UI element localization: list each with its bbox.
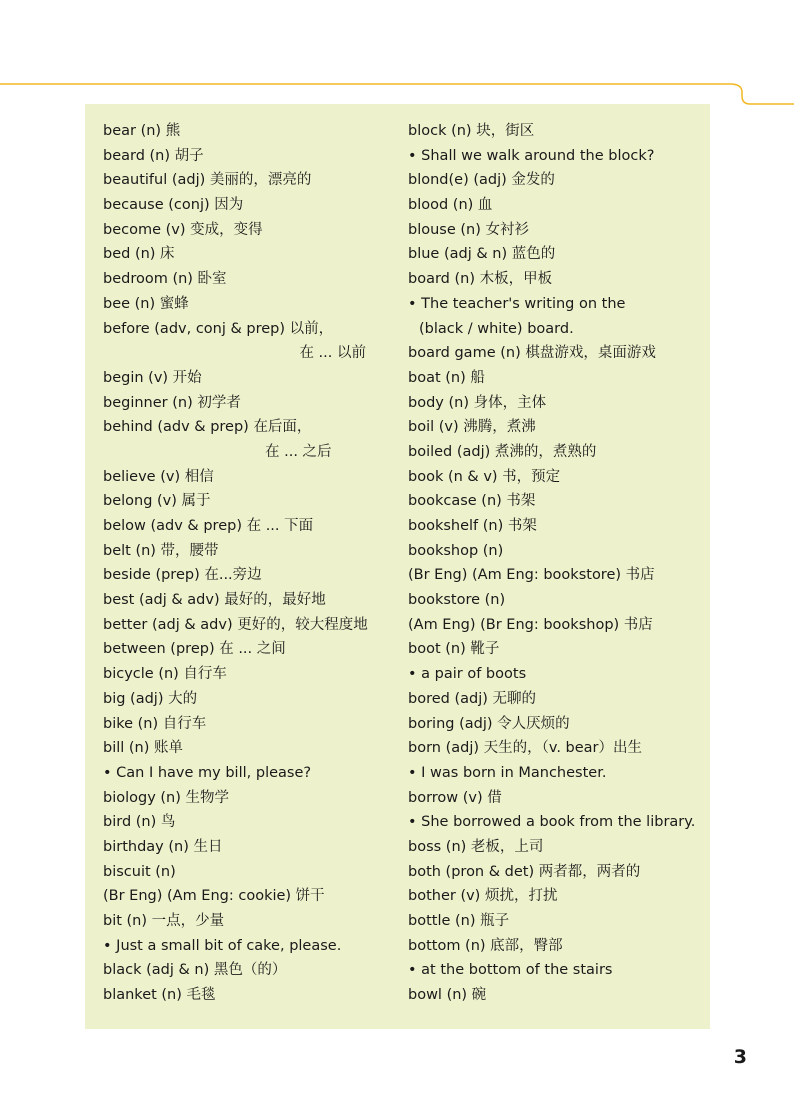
header-rule-decoration [0, 0, 794, 110]
vocabulary-entry: bed (n) 床 [103, 246, 175, 263]
example-sentence: • Just a small bit of cake, please. [103, 937, 342, 954]
vocabulary-entry: beard (n) 胡子 [103, 147, 204, 164]
vocabulary-entry: belong (v) 属于 [103, 493, 211, 510]
vocabulary-entry: bill (n) 账单 [103, 740, 184, 757]
vocabulary-entry: 在 ... 之后 [265, 443, 332, 460]
vocabulary-entry: blood (n) 血 [408, 197, 493, 214]
example-sentence: • I was born in Manchester. [408, 764, 607, 781]
vocabulary-entry: beautiful (adj) 美丽的，漂亮的 [103, 172, 312, 189]
vocabulary-entry: between (prep) 在 ... 之间 [103, 641, 286, 658]
example-sentence: • The teacher's writing on the [408, 295, 626, 312]
vocabulary-entry: bird (n) 鸟 [103, 814, 176, 831]
vocabulary-entry: board game (n) 棋盘游戏，桌面游戏 [408, 345, 656, 362]
vocabulary-entry: biology (n) 生物学 [103, 789, 230, 806]
example-sentence: • at the bottom of the stairs [408, 962, 613, 979]
vocabulary-entry: believe (v) 相信 [103, 468, 214, 485]
example-sentence: • Can I have my bill, please? [103, 764, 312, 781]
vocabulary-entry: (Am Eng) (Br Eng: bookshop) 书店 [408, 616, 653, 633]
vocabulary-entry: bother (v) 烦扰，打扰 [408, 888, 558, 905]
vocabulary-entry: bookshelf (n) 书架 [408, 518, 537, 534]
vocabulary-entry: blanket (n) 毛毯 [103, 987, 216, 1004]
vocabulary-entry: behind (adv & prep) 在后面， [103, 419, 312, 436]
vocabulary-entry: birthday (n) 生日 [103, 838, 223, 855]
vocabulary-entry: borrow (v) 借 [408, 789, 502, 806]
vocabulary-entry: 在 ... 以前 [299, 345, 366, 362]
vocabulary-entry: bookcase (n) 书架 [408, 493, 536, 510]
vocabulary-entry: born (adj) 天生的，（v. bear）出生 [408, 740, 643, 757]
vocabulary-entry: belt (n) 带，腰带 [103, 542, 219, 559]
vocabulary-entry: blue (adj & n) 蓝色的 [408, 246, 556, 263]
vocabulary-entry: biscuit (n) [103, 863, 176, 880]
vocabulary-entry: (Br Eng) (Am Eng: bookstore) 书店 [408, 567, 655, 584]
vocabulary-entry: better (adj & adv) 更好的，较大程度地 [103, 616, 368, 633]
vocabulary-entry: boss (n) 老板，上司 [408, 838, 544, 855]
vocabulary-entry: boring (adj) 令人厌烦的 [408, 715, 570, 732]
header-rule-line [0, 84, 794, 104]
vocabulary-entry: bookshop (n) [408, 542, 504, 559]
vocabulary-entry: boot (n) 靴子 [408, 641, 500, 658]
example-sentence: • Shall we walk around the block? [408, 147, 655, 164]
vocabulary-entry: black (adj & n) 黑色（的） [103, 962, 287, 979]
vocabulary-entry: board (n) 木板，甲板 [408, 271, 553, 288]
vocabulary-entry: become (v) 变成，变得 [103, 221, 263, 238]
vocabulary-entry: bookstore (n) [408, 592, 506, 609]
vocabulary-entry: boiled (adj) 煮沸的，煮熟的 [408, 443, 597, 460]
vocabulary-entry: bear (n) 熊 [103, 123, 181, 139]
vocabulary-entry: before (adv, conj & prep) 以前， [103, 320, 334, 337]
vocabulary-entry: begin (v) 开始 [103, 369, 202, 386]
vocabulary-entry: big (adj) 大的 [103, 690, 198, 707]
right-vocabulary-column [408, 119, 708, 1008]
vocabulary-entry: best (adj & adv) 最好的，最好地 [103, 592, 326, 609]
vocabulary-entry: because (conj) 因为 [103, 197, 244, 214]
vocabulary-entry: bottle (n) 瓶子 [408, 913, 510, 929]
vocabulary-entry: bee (n) 蜜蜂 [103, 295, 189, 312]
left-vocabulary-column [103, 119, 393, 1008]
vocabulary-entry: block (n) 块，街区 [408, 123, 535, 139]
vocabulary-entry: boil (v) 沸腾，煮沸 [408, 419, 536, 436]
example-sentence: • She borrowed a book from the library. [408, 814, 696, 831]
vocabulary-entry: bicycle (n) 自行车 [103, 666, 227, 683]
example-sentence: (black / white) board. [419, 320, 574, 337]
example-sentence: • a pair of boots [408, 666, 527, 683]
vocabulary-entry: below (adv & prep) 在 ... 下面 [103, 518, 314, 534]
vocabulary-entry: bit (n) 一点，少量 [103, 913, 225, 929]
vocabulary-entry: bored (adj) 无聊的 [408, 690, 536, 707]
vocabulary-entry: blouse (n) 女衬衫 [408, 221, 529, 238]
vocabulary-entry: both (pron & det) 两者都，两者的 [408, 863, 641, 880]
vocabulary-entry: boat (n) 船 [408, 369, 485, 386]
vocabulary-entry: bottom (n) 底部，臀部 [408, 937, 563, 954]
vocabulary-entry: body (n) 身体，主体 [408, 394, 547, 411]
page-number: 3 [733, 1046, 747, 1068]
vocabulary-entry: bowl (n) 碗 [408, 987, 487, 1004]
vocabulary-entry: blond(e) (adj) 金发的 [408, 172, 555, 189]
vocabulary-entry: beginner (n) 初学者 [103, 394, 241, 411]
vocabulary-entry: beside (prep) 在...旁边 [103, 567, 262, 584]
vocabulary-entry: bike (n) 自行车 [103, 715, 207, 732]
vocabulary-entry: (Br Eng) (Am Eng: cookie) 饼干 [103, 888, 325, 905]
vocabulary-entry: bedroom (n) 卧室 [103, 271, 227, 288]
vocabulary-entry: book (n & v) 书，预定 [408, 468, 561, 485]
